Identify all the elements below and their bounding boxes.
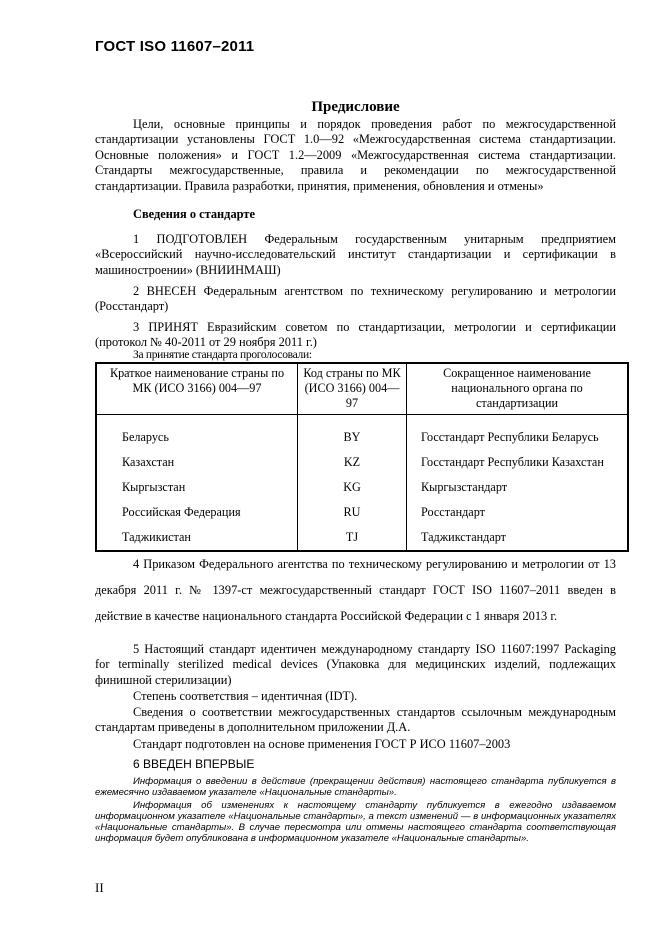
table-row: [96, 500, 628, 525]
code-cell: KG: [298, 475, 407, 500]
body-cell: Кыргызстандарт: [407, 475, 629, 500]
country-cell: Таджикистан: [96, 525, 298, 551]
preface-intro-paragraph: Цели, основные принципы и порядок проведения работ по межгосударственной стандартизации установлены ГОСТ 1.0—92 «Межгосударственная система стандартизации. Основные положения» и ГОСТ 1.2—2009 «Межгосударственная система стандартизации. Стандарты межгосударственные, правила и рекомендации по межгосударственной стандартизации. Правила разработки, принятия, применения, обновления и отмены»: [95, 117, 616, 193]
table-header-row: [96, 363, 628, 415]
country-cell: Беларусь: [96, 415, 298, 451]
column-header-body: Сокращенное наименование национального органа по стандартизации: [407, 363, 629, 415]
conformity-degree: Степень соответствия – идентичная (IDT).: [133, 689, 358, 703]
voting-table-caption: За принятие стандарта проголосовали:: [133, 349, 312, 361]
info-item-6: 6 ВВЕДЕН ВПЕРВЫЕ: [133, 757, 255, 771]
notice-paragraph-2: Информация об изменениях к настоящему стандарту публикуется в ежегодно издаваемом информационном указателе «Национальные стандарты», а текст изменений — в информационных указателях «Национальные стандарты». В случае пересмотра или отмены настоящего стандарта соответствующая информация будет опубликована в информационном указателе «Национальные стандарты».: [95, 800, 616, 844]
column-header-country: Краткое наименование страны по МК (ИСО 3166) 004—97: [96, 363, 298, 415]
code-cell: BY: [298, 415, 407, 451]
notice-paragraph-1: Информация о введении в действие (прекращении действия) настоящего стандарта публикуется в ежемесячно издаваемом указателе «Национальные стандарты».: [95, 776, 616, 798]
voting-table: [95, 362, 629, 552]
body-cell: Госстандарт Республики Казахстан: [407, 450, 629, 475]
standard-info-heading: Сведения о стандарте: [133, 207, 255, 221]
info-item-5: 5 Настоящий стандарт идентичен международному стандарту ISO 11607:1997 Packaging for terminally sterilized medical devices (Упаковка для медицинских изделий, подлежащих финишной стерилизации): [95, 642, 616, 687]
code-cell: RU: [298, 500, 407, 525]
code-cell: KZ: [298, 450, 407, 475]
code-cell: TJ: [298, 525, 407, 551]
body-cell: Таджикстандарт: [407, 525, 629, 551]
body-cell: Росстандарт: [407, 500, 629, 525]
table-row: [96, 525, 628, 551]
country-cell: Российская Федерация: [96, 500, 298, 525]
references-info: Сведения о соответствии межгосударственных стандартов ссылочным международным стандартам приведены в дополнительном приложении Д.А.: [95, 705, 616, 735]
country-cell: Кыргызстан: [96, 475, 298, 500]
info-item-4: 4 Приказом Федерального агентства по техническому регулированию и метрологии от 13 декабря 2011 г. № 1397-ст межгосударственный стандарт ГОСТ ISO 11607–2011 введен в действие в качестве национального стандарта Российской Федерации с 1 января 2013 г.: [95, 557, 616, 623]
preface-title: Предисловие: [311, 99, 400, 115]
page-number: II: [95, 880, 104, 895]
info-item-3: 3 ПРИНЯТ Евразийским советом по стандартизации, метрологии и сертификации (протокол № 40-2011 от 29 ноября 2011 г.): [95, 320, 616, 350]
country-cell: Казахстан: [96, 450, 298, 475]
table-row: [96, 450, 628, 475]
column-header-code: Код страны по МК (ИСО 3166) 004—97: [298, 363, 407, 415]
table-row: [96, 415, 628, 451]
table-row: [96, 475, 628, 500]
info-item-1: 1 ПОДГОТОВЛЕН Федеральным государственным унитарным предприятием «Всероссийский научно-исследовательский институт стандартизации и сертификации в машиностроении» (ВНИИНМАШ): [95, 232, 616, 277]
info-item-2: 2 ВНЕСЕН Федеральным агентством по техническому регулированию и метрологии (Росстандарт): [95, 284, 616, 314]
document-code-header: ГОСТ ISO 11607–2011: [95, 38, 255, 55]
body-cell: Госстандарт Республики Беларусь: [407, 415, 629, 451]
basis-info: Стандарт подготовлен на основе применения ГОСТ Р ИСО 11607–2003: [133, 737, 511, 751]
